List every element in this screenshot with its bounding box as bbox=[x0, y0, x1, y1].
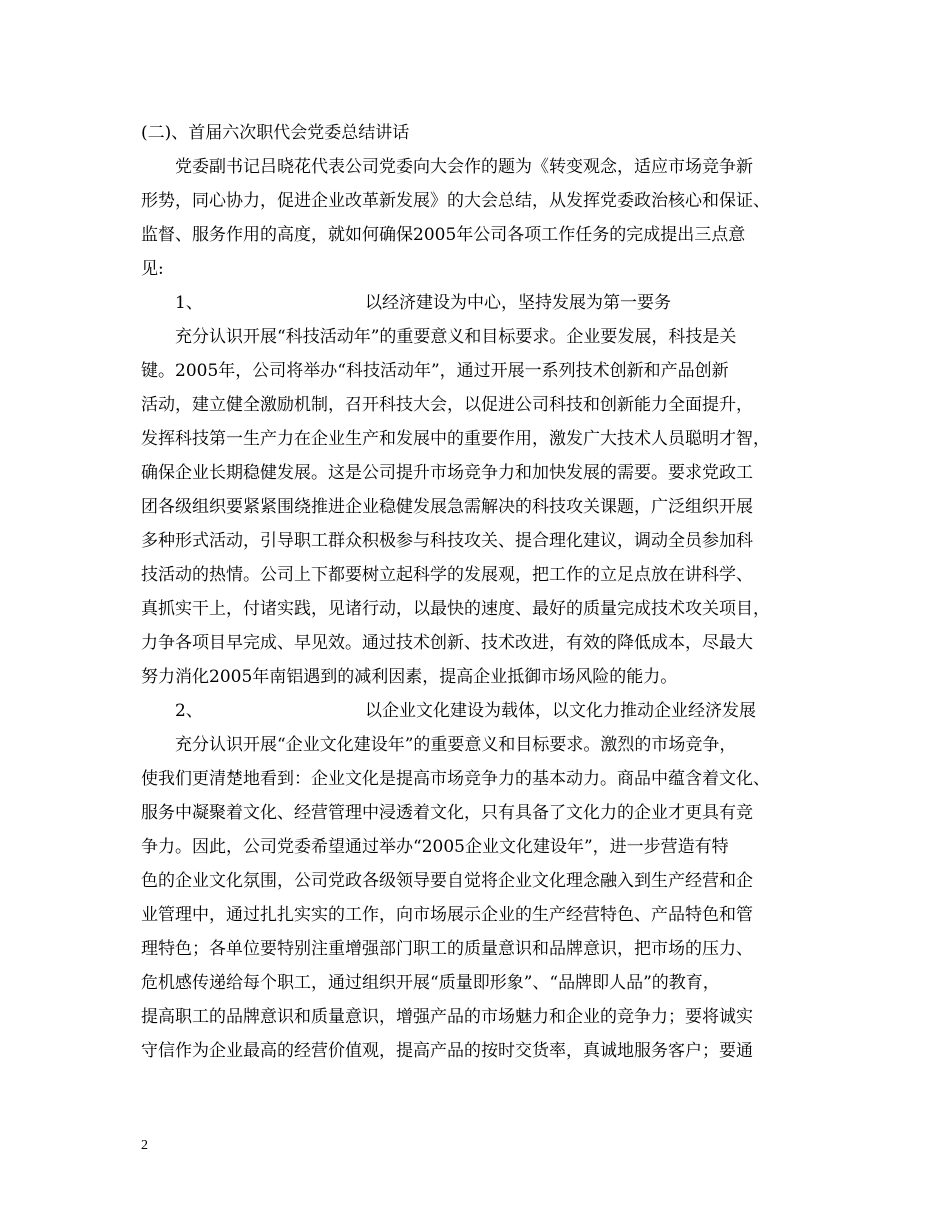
paragraph-line: 真抓实干上，付诸实践，见诸行动，以最快的速度、最好的质量完成技术攻关项目， bbox=[141, 599, 770, 619]
paragraph-line: 守信作为企业最高的经营价值观，提高产品的按时交货率，真诚地服务客户；要通 bbox=[141, 1041, 753, 1061]
paragraph-line bbox=[141, 1068, 811, 1102]
heading-text: 以企业文化建设为载体，以文化力推动企业经济发展 bbox=[365, 701, 756, 721]
heading-1 bbox=[141, 286, 811, 320]
page-number: 2 bbox=[141, 1138, 148, 1153]
paragraph-line: 键。2005年，公司将举办“科技活动年”，通过开展一系列技术创新和产品创新 bbox=[141, 361, 729, 381]
paragraph-line: 业管理中，通过扎扎实实的工作，向市场展示企业的生产经营特色、产品特色和管 bbox=[141, 905, 753, 925]
paragraph-line: 力争各项目早完成、早见效。通过技术创新、技术改进，有效的降低成本，尽最大 bbox=[141, 633, 753, 653]
paragraph-line: 发挥科技第一生产力在企业生产和发展中的重要作用，激发广大技术人员聪明才智， bbox=[141, 429, 770, 449]
paragraph-line: 党委副书记吕晓花代表公司党委向大会作的题为《转变观念，适应市场竞争新 bbox=[175, 157, 753, 177]
paragraph-line: 充分认识开展“科技活动年”的重要意义和目标要求。企业要发展，科技是关 bbox=[175, 327, 737, 347]
heading-number: 1、 bbox=[175, 293, 203, 313]
paragraph-line: 服务中凝聚着文化、经营管理中浸透着文化，只有具备了文化力的企业才更具有竞 bbox=[141, 803, 753, 823]
paragraph-line: 见: bbox=[141, 259, 164, 279]
heading-number: 2、 bbox=[175, 701, 203, 721]
heading-2 bbox=[141, 694, 811, 728]
paragraph-line: 理特色；各单位要特别注重增强部门职工的质量意识和品牌意识，把市场的压力、 bbox=[141, 939, 753, 959]
paragraph-line: 充分认识开展“企业文化建设年”的重要意义和目标要求。激烈的市场竞争， bbox=[175, 735, 737, 755]
paragraph-line: 色的企业文化氛围，公司党政各级领导要自觉将企业文化理念融入到生产经营和企 bbox=[141, 871, 753, 891]
paragraph-line: 多种形式活动，引导职工群众积极参与科技攻关、提合理化建议，调动全员参加科 bbox=[141, 531, 753, 551]
paragraph-line: 危机感传递给每个职工，通过组织开展“质量即形象”、“品牌即人品”的教育， bbox=[141, 973, 720, 993]
document-body bbox=[141, 116, 811, 1102]
paragraph-line: 团各级组织要紧紧围绕推进企业稳健发展急需解决的科技攻关课题，广泛组织开展 bbox=[141, 497, 753, 517]
paragraph-line: 活动，建立健全激励机制，召开科技大会，以促进公司科技和创新能力全面提升， bbox=[141, 395, 753, 415]
paragraph-line: 确保企业长期稳健发展。这是公司提升市场竞争力和加快发展的需要。要求党政工 bbox=[141, 463, 753, 483]
paragraph-line: 争力。因此，公司党委希望通过举办“2005企业文化建设年”，进一步营造有特 bbox=[141, 837, 729, 857]
paragraph-line: 使我们更清楚地看到：企业文化是提高市场竞争力的基本动力。商品中蕴含着文化、 bbox=[141, 769, 770, 789]
section-title: (二)、首届六次职代会党委总结讲话 bbox=[141, 123, 410, 143]
paragraph-line: 技活动的热情。公司上下都要树立起科学的发展观，把工作的立足点放在讲科学、 bbox=[141, 565, 753, 585]
paragraph-line: 监督、服务作用的高度，就如何确保2005年公司各项工作任务的完成提出三点意 bbox=[141, 225, 746, 245]
paragraph-line: 提高职工的品牌意识和质量意识，增强产品的市场魅力和企业的竞争力；要将诚实 bbox=[141, 1007, 753, 1027]
paragraph-line: 努力消化2005年南铝遇到的减利因素，提高企业抵御市场风险的能力。 bbox=[141, 667, 678, 687]
paragraph-line: 形势，同心协力，促进企业改革新发展》的大会总结，从发挥党委政治核心和保证、 bbox=[141, 191, 770, 211]
heading-text: 以经济建设为中心，坚持发展为第一要务 bbox=[365, 293, 671, 313]
